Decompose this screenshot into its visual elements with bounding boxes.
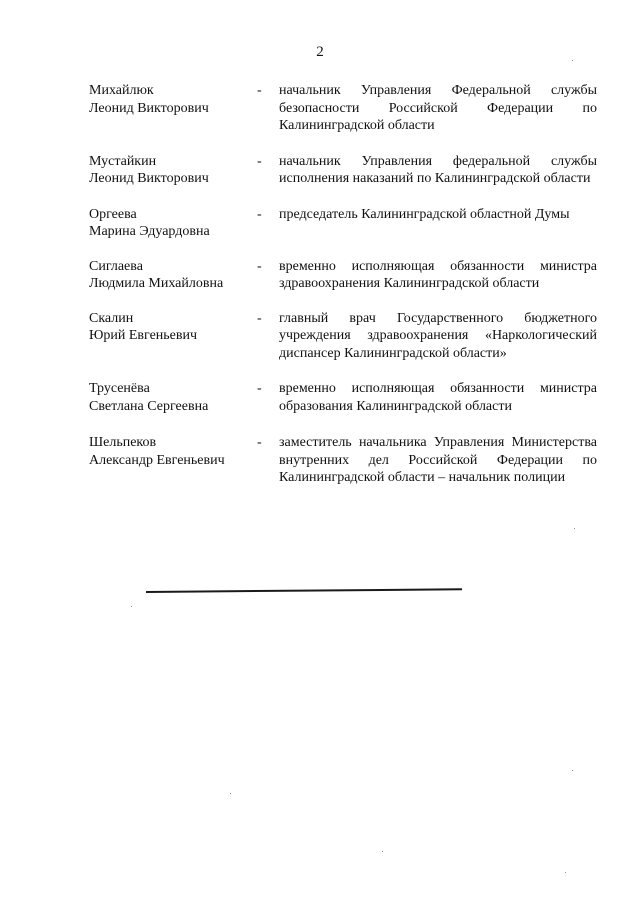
member-surname: Оргеева	[89, 206, 137, 222]
member-position: заместитель начальника Управления Министерства внутренних дел Российской Федерации по Калининградской области – начальник полиции	[279, 435, 597, 485]
member-surname: Михайлюк	[89, 83, 154, 98]
member-position: временно исполняющая обязанности министра образования Калининградской области	[279, 381, 597, 414]
list-item	[89, 434, 597, 487]
dash-separator: -	[257, 258, 262, 274]
list-item	[89, 206, 597, 241]
member-given-names: Юрий Евгеньевич	[89, 328, 198, 343]
scan-speck	[565, 872, 566, 873]
member-surname: Скалин	[89, 310, 134, 326]
page-number: 2	[316, 44, 324, 60]
list-item	[89, 258, 597, 293]
members-list	[89, 82, 597, 487]
member-position: председатель Калининградской областной Думы	[279, 206, 570, 222]
dash-separator: -	[257, 381, 262, 396]
member-surname: Трусенёва	[89, 381, 150, 396]
member-name	[89, 206, 257, 241]
closing-rule	[146, 588, 462, 593]
member-given-names: Леонид Викторович	[89, 171, 209, 186]
scan-speck	[230, 793, 231, 794]
dash-separator: -	[257, 83, 262, 98]
member-given-names: Людмила Михайловна	[89, 276, 224, 291]
member-name	[89, 380, 257, 415]
member-position: главный врач Государственного бюджетного учреждения здравоохранения «Наркологический диспансер Калининградской области»	[279, 310, 597, 361]
member-name	[89, 434, 257, 469]
member-surname: Сиглаева	[89, 258, 143, 274]
member-surname: Шельпеков	[89, 435, 157, 450]
list-item	[89, 380, 597, 415]
member-given-names: Александр Евгеньевич	[89, 452, 225, 468]
member-name	[89, 310, 257, 345]
member-position: временно исполняющая обязанности министра здравоохранения Калининградской области	[279, 258, 597, 291]
member-name	[89, 82, 257, 117]
dash-separator: -	[257, 435, 262, 450]
scan-speck	[574, 528, 575, 529]
member-name	[89, 153, 257, 188]
member-given-names: Леонид Викторович	[89, 100, 209, 116]
dash-separator: -	[257, 206, 262, 222]
member-given-names: Светлана Сергеевна	[89, 398, 209, 414]
dash-separator: -	[257, 153, 262, 169]
list-item	[89, 310, 597, 363]
member-given-names: Марина Эдуардовна	[89, 224, 210, 239]
list-item	[89, 82, 597, 135]
scan-speck	[572, 770, 573, 771]
list-item	[89, 153, 597, 188]
dash-separator: -	[257, 310, 262, 326]
scan-speck	[131, 606, 132, 607]
member-position: начальник Управления Федеральной службы безопасности Российской Федерации по Калининградской области	[279, 83, 597, 133]
member-surname: Мустайкин	[89, 153, 157, 169]
member-position: начальник Управления федеральной службы исполнения наказаний по Калининградской области	[279, 153, 597, 186]
member-name	[89, 258, 257, 293]
scan-speck	[572, 60, 573, 61]
scan-speck	[382, 851, 383, 852]
